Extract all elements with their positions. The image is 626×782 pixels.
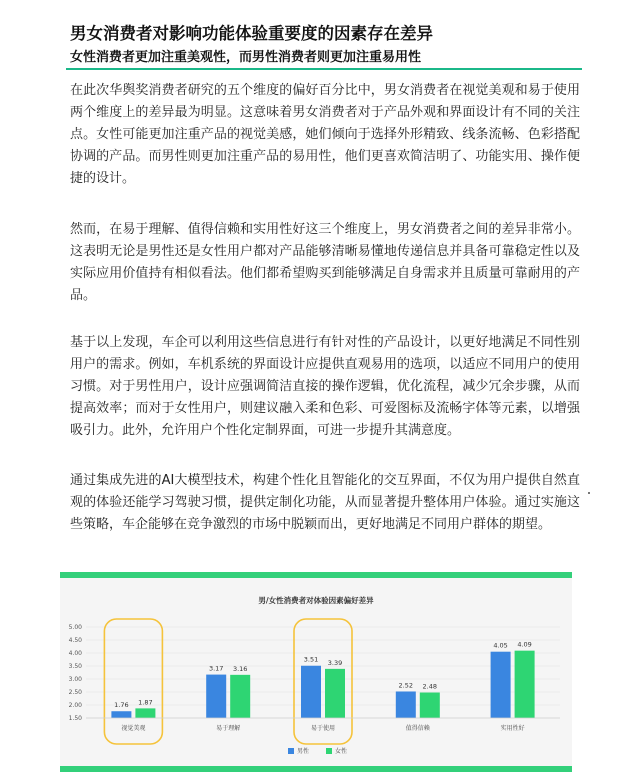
value-label: 1.87: [138, 698, 153, 707]
bar-female: [325, 669, 345, 718]
category-label: 易于理解: [216, 725, 241, 732]
y-tick-label: 3.00: [68, 676, 82, 683]
value-label: 3.17: [208, 664, 224, 673]
y-tick-label: 1.50: [68, 715, 82, 722]
value-label: 2.48: [422, 682, 438, 691]
bar-female: [515, 651, 535, 718]
category-label: 实用性好: [500, 725, 525, 732]
page-mark: [588, 492, 590, 494]
title-divider: [66, 68, 582, 70]
page-subtitle: 女性消费者更加注重美观性，而男性消费者则更加注重易用性: [70, 50, 422, 65]
category-label: 视觉美观: [121, 725, 146, 732]
legend-swatch: [288, 748, 294, 754]
bar-male: [396, 691, 416, 718]
legend-label: 男性: [297, 748, 310, 755]
chart-figure: [60, 572, 572, 772]
y-tick-label: 4.50: [68, 637, 82, 644]
bar-female: [420, 693, 440, 718]
category-label: 易于使用: [310, 725, 336, 732]
legend-label: 女性: [335, 748, 348, 755]
value-label: 4.09: [517, 640, 532, 649]
paragraph-4: 通过集成先进的AI大模型技术，构建个性化且智能化的交互界面，不仅为用户提供自然直观的体验还能学习驾驶习惯，提供定制化功能，从而显著提升整体用户体验。通过实施这些策略，车企能够在竞争激烈的市场中脱颖而出，更好地满足不同用户群体的期望。: [70, 473, 580, 532]
y-tick-label: 4.00: [68, 650, 82, 657]
y-tick-label: 2.00: [68, 702, 82, 709]
value-label: 4.05: [493, 641, 508, 650]
category-label: 值得信赖: [405, 725, 430, 732]
chart-title: 男/女性消费者对体验因素偏好差异: [258, 596, 374, 605]
paragraph-2: 然而，在易于理解、值得信赖和实用性好这三个维度上，男女消费者之间的差异非常小。这表明无论是男性还是女性用户都对产品能够清晰易懂地传递信息并具备可靠稳定性以及实际应用价值持有相似看法。他们都希望购买到能够满足自身需求并且质量可靠耐用的产品。: [70, 222, 580, 303]
paragraph-3: 基于以上发现，车企可以利用这些信息进行有针对性的产品设计，以更好地满足不同性别用户的需求。例如，车机系统的界面设计应提供直观易用的选项，以适应不同用户的使用习惯。对于男性用户，设计应强调简洁直接的操作逻辑，优化流程，减少冗余步骤，从而提高效率；而对于女性用户，则建议融入柔和色彩、可爱图标及流畅字体等元素，以增强吸引力。此外，允许用户个性化定制界面，可进一步提升其满意度。: [70, 335, 580, 438]
bar-male: [206, 675, 226, 718]
y-tick-label: 3.50: [68, 663, 82, 670]
bar-female: [135, 708, 155, 718]
bar-male: [111, 711, 131, 718]
bar-chart: [60, 572, 572, 772]
y-tick-label: 5.00: [68, 624, 82, 631]
bar-male: [491, 652, 511, 718]
chart-plot-area: [69, 619, 560, 755]
bar-female: [230, 675, 250, 718]
value-label: 1.76: [114, 701, 129, 710]
value-label: 3.39: [327, 658, 343, 667]
legend-swatch: [326, 748, 332, 754]
value-label: 3.16: [232, 664, 248, 673]
paragraph-1: 在此次华舆奖消费者研究的五个维度的偏好百分比中，男女消费者在视觉美观和易于使用两个维度上的差异最为明显。这意味着男女消费者对于产品外观和界面设计有不同的关注点。女性可能更加注重产品的视觉美感，她们倾向于选择外形精致、线条流畅、色彩搭配协调的产品。而男性则更加注重产品的易用性，他们更喜欢简洁明了、功能实用、操作便捷的设计。: [70, 83, 580, 186]
value-label: 3.51: [303, 655, 319, 664]
page-title: 男女消费者对影响功能体验重要度的因素存在差异: [70, 24, 433, 43]
bar-male: [301, 666, 321, 718]
y-tick-label: 2.50: [68, 689, 82, 696]
value-label: 2.52: [398, 681, 414, 690]
